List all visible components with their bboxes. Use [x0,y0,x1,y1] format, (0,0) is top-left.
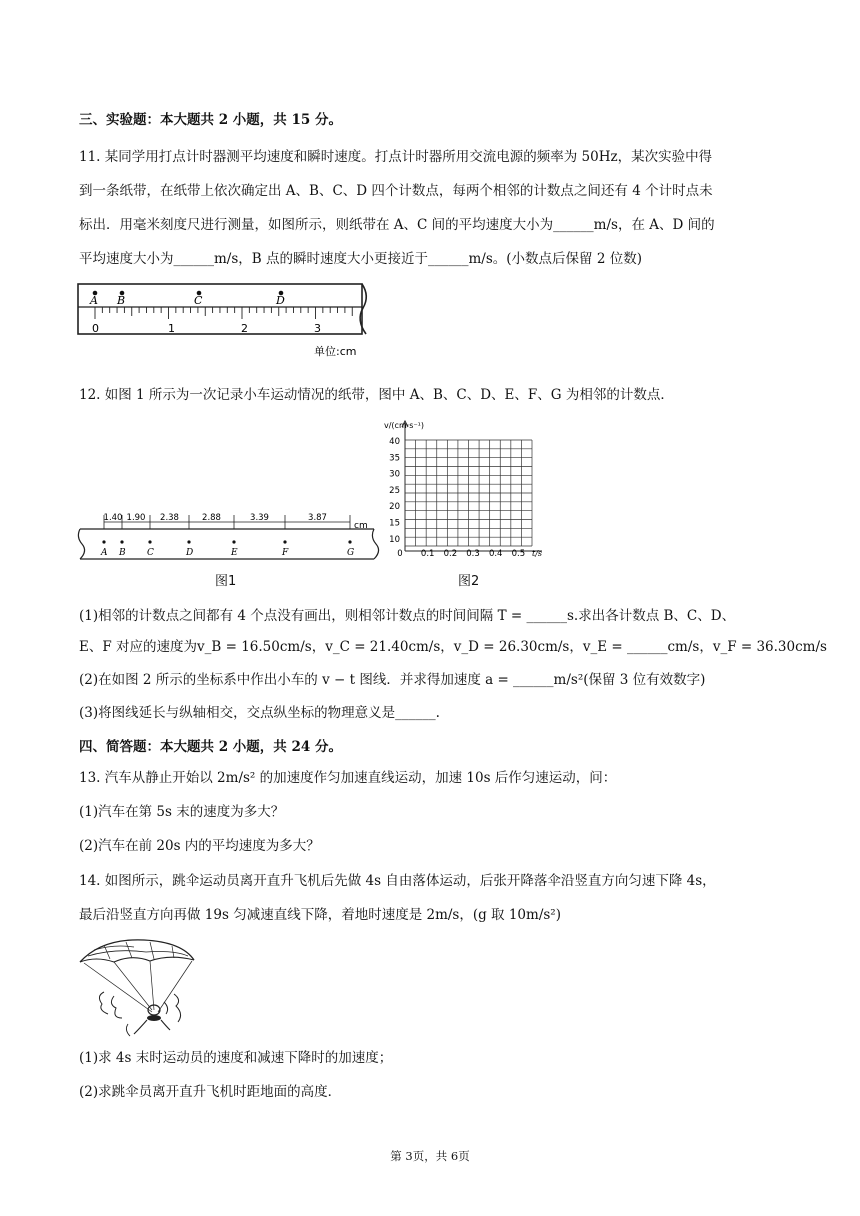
grid-lines [405,440,542,551]
ruler-unit: 单位:cm [314,345,357,358]
tape-point-d [187,540,190,543]
tape-point-c [148,540,151,543]
tape-point-f [283,540,286,543]
grid-xtick: 0.5 [511,549,526,559]
parachutist-illustration [74,934,202,1038]
q11-line1: 11. 某同学用打点计时器测平均速度和瞬时速度。打点计时器所用交流电源的频率为 50Hz，某次实验中得 [79,149,713,165]
tape-point-b [120,540,123,543]
tape-label-d: D [186,548,194,558]
ruler-num-2: 2 [241,322,248,335]
tape-label-a: A [101,548,108,558]
tape-distance-0: 1.40 [103,513,123,523]
grid-ytick: 20 [389,502,400,513]
q11-line4: 平均速度大小为______m/s，B 点的瞬时速度大小更接近于______m/s。(小数点后保留 2 位数) [79,251,642,267]
tape-distance-5: 3.87 [308,513,327,523]
grid-xtick: 0.2 [443,549,458,559]
fig2-caption: 图2 [458,574,480,589]
tape-figure [74,505,384,567]
ruler-label-d: D [276,294,285,307]
grid-ytick: 35 [389,453,400,464]
q14-part1: (1)求 4s 末时运动员的速度和减速下降时的加速度； [79,1050,393,1066]
vt-grid-figure [378,418,550,560]
q11-line3: 标出．用毫米刻度尺进行测量，如图所示，则纸带在 A、C 间的平均速度大小为______m/s，在 A、D 间的 [79,217,715,233]
tape-label-g: G [347,548,355,558]
tape-point-a [102,540,105,543]
grid-ytick: 25 [389,485,400,496]
q13-part2: (2)汽车在前 20s 内的平均速度为多大？ [79,838,320,854]
section3-heading: 三、实验题：本大题共 2 小题，共 15 分。 [79,112,342,128]
q14-line1: 14. 如图所示，跳伞运动员离开直升飞机后先做 4s 自由落体运动，后张开降落伞沿竖直方向匀速下降 4s， [79,873,716,889]
section4-heading: 四、简答题：本大题共 2 小题，共 24 分。 [79,739,342,755]
q13-line1: 13. 汽车从静止开始以 2m/s² 的加速度作匀加速直线运动，加速 10s 后作匀速运动，问： [79,770,617,786]
tape-distance-1: 1.90 [126,513,146,523]
grid-ylabel: v/(cm·s⁻¹) [384,421,425,430]
ruler-ticks [95,307,352,319]
tape-label-f: F [282,548,289,558]
ruler-label-a: A [90,294,98,307]
q12-part1-line1: (1)相邻的计数点之间都有 4 个点没有画出，则相邻计数点的时间间隔 T = ______s.求出各计数点 B、C、D、 [79,608,736,624]
grid-ytick: 15 [389,518,400,529]
ruler-num-1: 1 [168,322,175,335]
tape-unit: cm [354,521,368,531]
grid-ytick: 30 [389,469,400,480]
grid-xtick: 0 [397,549,403,559]
q12-line1: 12. 如图 1 所示为一次记录小车运动情况的纸带，图中 A、B、C、D、E、F、G 为相邻的计数点． [79,387,674,403]
q12-part2: (2)在如图 2 所示的坐标系中作出小车的 v − t 图线．并求得加速度 a = ______m/s²(保留 3 位有效数字) [79,672,706,688]
grid-xtick: 0.3 [466,549,480,559]
tape-point-g [348,540,351,543]
tape-marks [100,513,354,558]
grid-ticks [389,437,525,559]
ruler-label-c: C [194,294,203,307]
q11-line2: 到一条纸带，在纸带上依次确定出 A、B、C、D 四个计数点，每两个相邻的计数点之间还有 4 个计时点未 [79,183,713,199]
grid-ytick: 40 [389,437,400,447]
grid-xlabel: t/s [532,549,543,558]
q12-part1-line2: E、F 对应的速度为v_B = 16.50cm/s，v_C = 21.40cm/s，v_D = 26.30cm/s，v_E = ______cm/s，v_F = 36.30cm/s [79,639,827,655]
ruler-figure [74,280,374,362]
ruler-label-b: B [117,294,126,307]
tape-label-e: E [231,548,238,558]
grid-ytick: 10 [389,534,400,545]
tape-distance-4: 3.39 [250,513,269,523]
q14-line2: 最后沿竖直方向再做 19s 匀减速直线下降，着地时速度是 2m/s，(g 取 10m/s²) [79,907,561,923]
q13-part1: (1)汽车在第 5s 末的速度为多大？ [79,804,285,820]
q14-part2: (2)求跳伞员离开直升飞机时距地面的高度． [79,1084,342,1100]
page-footer: 第 3页，共 6页 [390,1149,470,1163]
grid-xtick: 0.4 [488,549,503,559]
tape-distance-2: 2.38 [160,513,179,523]
q12-part3: (3)将图线延长与纵轴相交，交点纵坐标的物理意义是______. [79,705,440,721]
grid-xtick: 0.1 [420,549,435,559]
tape-distance-3: 2.88 [202,513,221,523]
tape-label-b: B [119,548,126,558]
ruler-num-3: 3 [314,322,321,335]
tape-label-c: C [147,548,154,558]
ruler-num-0: 0 [92,322,99,335]
tape-point-e [232,540,235,543]
fig1-caption: 图1 [215,574,237,589]
